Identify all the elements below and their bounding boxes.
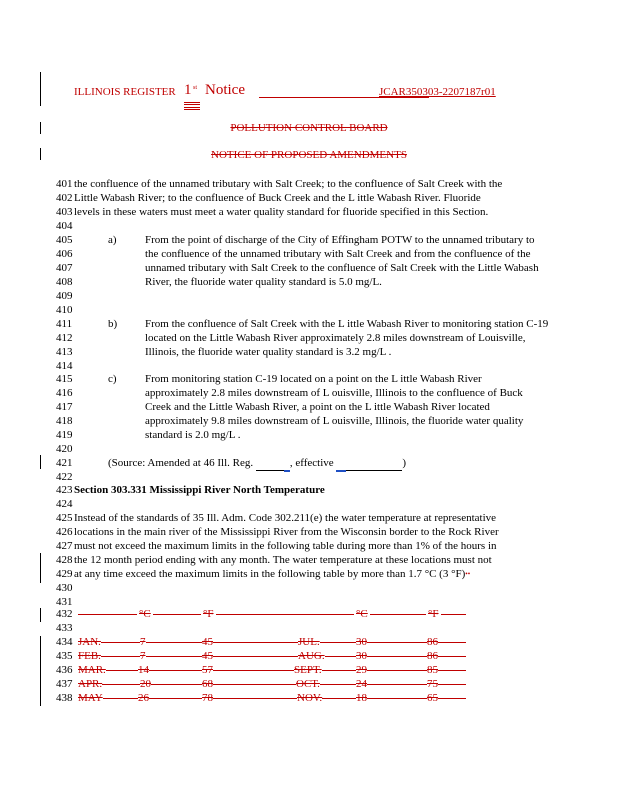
item-label: a) — [108, 234, 117, 246]
source-note: 421 (Source: Amended at 46 Ill. Reg. , effective ) — [56, 456, 406, 472]
line-number: 409 — [56, 290, 73, 302]
line-number: 414 — [56, 360, 73, 372]
table-row: 438 MAY 26 78 NOV. 18 65 — [56, 691, 74, 705]
change-bar — [40, 553, 41, 583]
double-underline — [184, 102, 200, 105]
table-row: 435 FEB. 7 45 AUG. 30 86 — [56, 649, 74, 663]
line-number: 417 — [56, 401, 73, 413]
text-line: 426 locations in the main river of the Mississippi River from the Wisconsin border to the Rock River — [56, 526, 499, 538]
effective-date-blank — [346, 456, 402, 471]
line-number: 418 — [56, 415, 73, 427]
line-number: 433 — [56, 622, 73, 634]
line-number: 408 — [56, 276, 73, 288]
header-fahrenheit: °F — [203, 608, 214, 620]
page-number-suffix: st — [193, 85, 198, 91]
double-underline — [184, 107, 200, 110]
register-title: ILLINOIS REGISTER — [74, 86, 176, 98]
change-bar — [40, 608, 41, 622]
effective-date-mark — [336, 456, 346, 472]
line-number: 422 — [56, 471, 73, 483]
line-number: 419 — [56, 429, 73, 441]
notice-label: Notice — [205, 82, 245, 98]
table-header-row: 432 °C °F °C °F — [56, 607, 74, 621]
text-line: 425 Instead of the standards of 35 Ill. Adm. Code 302.211(e) the water temperature at representative — [56, 512, 497, 524]
change-bar — [40, 455, 41, 469]
line-number: 412 — [56, 332, 73, 344]
item-label: b) — [108, 318, 118, 330]
jcar-code: JCAR350303-2207187r01 — [379, 86, 496, 98]
text-line: 402 Little Wabash River; to the confluence of Buck Creek and the L ittle Wabash River. Fluoride — [56, 192, 481, 204]
text-line: 403 levels in these waters must meet a water quality standard for fluoride specified in this Section. — [56, 206, 489, 218]
text-line: 429 at any time exceed the maximum limits in the following table by more than 1.7 °C (3 °F)•• — [56, 568, 471, 580]
line-number: 424 — [56, 498, 73, 510]
item-label: c) — [108, 373, 117, 385]
change-bar — [40, 72, 41, 106]
text-line: 428 the 12 month period ending with any month. The water temperature at these locations must not — [56, 554, 492, 566]
line-number: 411 — [56, 318, 73, 330]
line-number: 415 — [56, 373, 73, 385]
agency-title: POLLUTION CONTROL BOARD — [230, 122, 388, 134]
page-header — [74, 84, 514, 104]
line-number: 406 — [56, 248, 73, 260]
item-text: From monitoring station C-19 located on a point on the L ittle Wabash River approximately 2.8 miles downstream of L ouisville, Illinois to the confluence of Buck Creek and the Little Wabash River, a point on the L ittle Wabash River located approximately 9.8 miles downstream of L ouisville, Illinois, the fluoride water quality standard is 2.0 mg/L . — [145, 373, 524, 441]
change-bar — [40, 636, 41, 706]
line-number: 430 — [56, 582, 73, 594]
text-line: 427 must not exceed the maximum limits in the following table during more than 1% of the hours in — [56, 540, 497, 552]
line-number: 410 — [56, 304, 73, 316]
item-text: From the point of discharge of the City of Effingham POTW to the unnamed tributary to the confluence of the unnamed tributary with Salt Creek and from the confluence of the unnamed tributary with Salt Creek to the confluence of Salt Creek with the Little Wabash River, the fluoride water quality standard is 5.0 mg/L. — [145, 234, 539, 288]
header-celsius: °C — [356, 608, 368, 620]
line-number: 431 — [56, 596, 73, 608]
section-heading: 423 Section 303.331 Mississippi River North Temperature — [56, 484, 325, 496]
table-row: 437 APR. 20 68 OCT. 24 75 — [56, 677, 74, 691]
header-celsius: °C — [139, 608, 151, 620]
table-row: 436 MAR. 14 57 SEPT. 29 85 — [56, 663, 74, 677]
notice-type: NOTICE OF PROPOSED AMENDMENTS — [211, 149, 407, 161]
item-text: From the confluence of Salt Creek with the L ittle Wabash River to monitoring station C-19 located on the Little Wabash River approximately 2.8 miles downstream of Louisville, Illinois, the fluoride water quality standard is 3.2 mg/L . — [145, 318, 549, 358]
line-number: 420 — [56, 443, 73, 455]
line-number: 416 — [56, 387, 73, 399]
register-volume-blank — [256, 456, 284, 471]
table-row: 434 JAN. 7 45 JUL. 30 86 — [56, 635, 74, 649]
text-line: 401 the confluence of the unnamed tributary with Salt Creek; to the confluence of Salt Creek with the — [56, 178, 503, 190]
line-number: 407 — [56, 262, 73, 274]
header-fahrenheit: °F — [428, 608, 439, 620]
line-number: 405 — [56, 234, 73, 246]
page-number: 1 — [184, 82, 192, 98]
line-number: 413 — [56, 346, 73, 358]
text-line: 404 — [56, 220, 73, 232]
